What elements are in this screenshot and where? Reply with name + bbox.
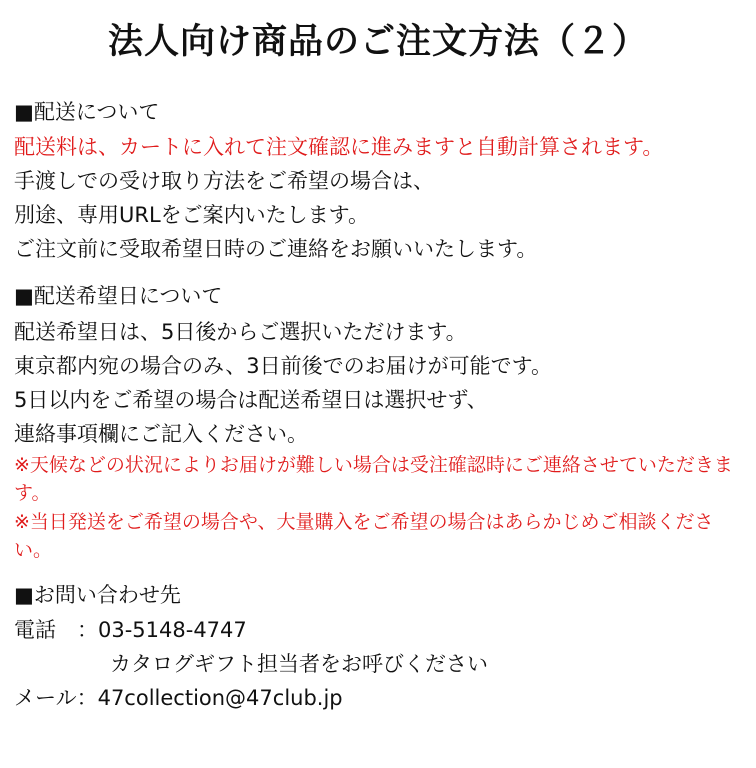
spacer-1 (14, 270, 740, 280)
section-contact (14, 579, 740, 716)
shipping-line-1: 配送料は、カートに入れて注文確認に進みますと自動計算されます。 (14, 135, 664, 160)
shipping-line-2: 手渡しでの受け取り方法をご希望の場合は、 (14, 169, 434, 194)
delivery-date-note-sameday: ※当日発送をご希望の場合や、大量購入をご希望の場合はあらかじめご相談ください。 (14, 510, 714, 562)
page-title: 法人向け商品のご注文方法（２） (107, 22, 648, 62)
spacer-2 (14, 569, 740, 579)
contact-phone: 電話 ：03-5148-4747 (14, 618, 247, 643)
section-shipping (14, 96, 740, 267)
section-heading-contact: ■お問い合わせ先 (14, 582, 181, 607)
shipping-line-3: 別途、専用URLをご案内いたします。 (14, 203, 369, 228)
document-body (0, 70, 756, 716)
section-heading-shipping: ■配送について (14, 99, 160, 124)
delivery-date-line-1: 配送希望日は、5日後からご選択いただけます。 (14, 319, 467, 344)
contact-email: メール：47collection@47club.jp (14, 686, 343, 711)
delivery-date-line-3: 5日以内をご希望の場合は配送希望日は選択せず、 (14, 387, 488, 412)
section-delivery-date (14, 280, 740, 565)
section-heading-delivery-date: ■配送希望日について (14, 284, 223, 309)
delivery-date-note-weather: ※天候などの状況によりお届けが難しい場合は受注確認時にご連絡させていただきます。 (14, 453, 733, 505)
shipping-line-4: ご注文前に受取希望日時のご連絡をお願いいたします。 (14, 237, 538, 262)
contact-phone-note: カタログギフト担当者をお呼びください (110, 652, 488, 677)
delivery-date-line-2: 東京都内宛の場合のみ、3日前後でのお届けが可能です。 (14, 353, 552, 378)
delivery-date-line-4: 連絡事項欄にご記入ください。 (14, 421, 308, 446)
document-page (0, 12, 756, 768)
